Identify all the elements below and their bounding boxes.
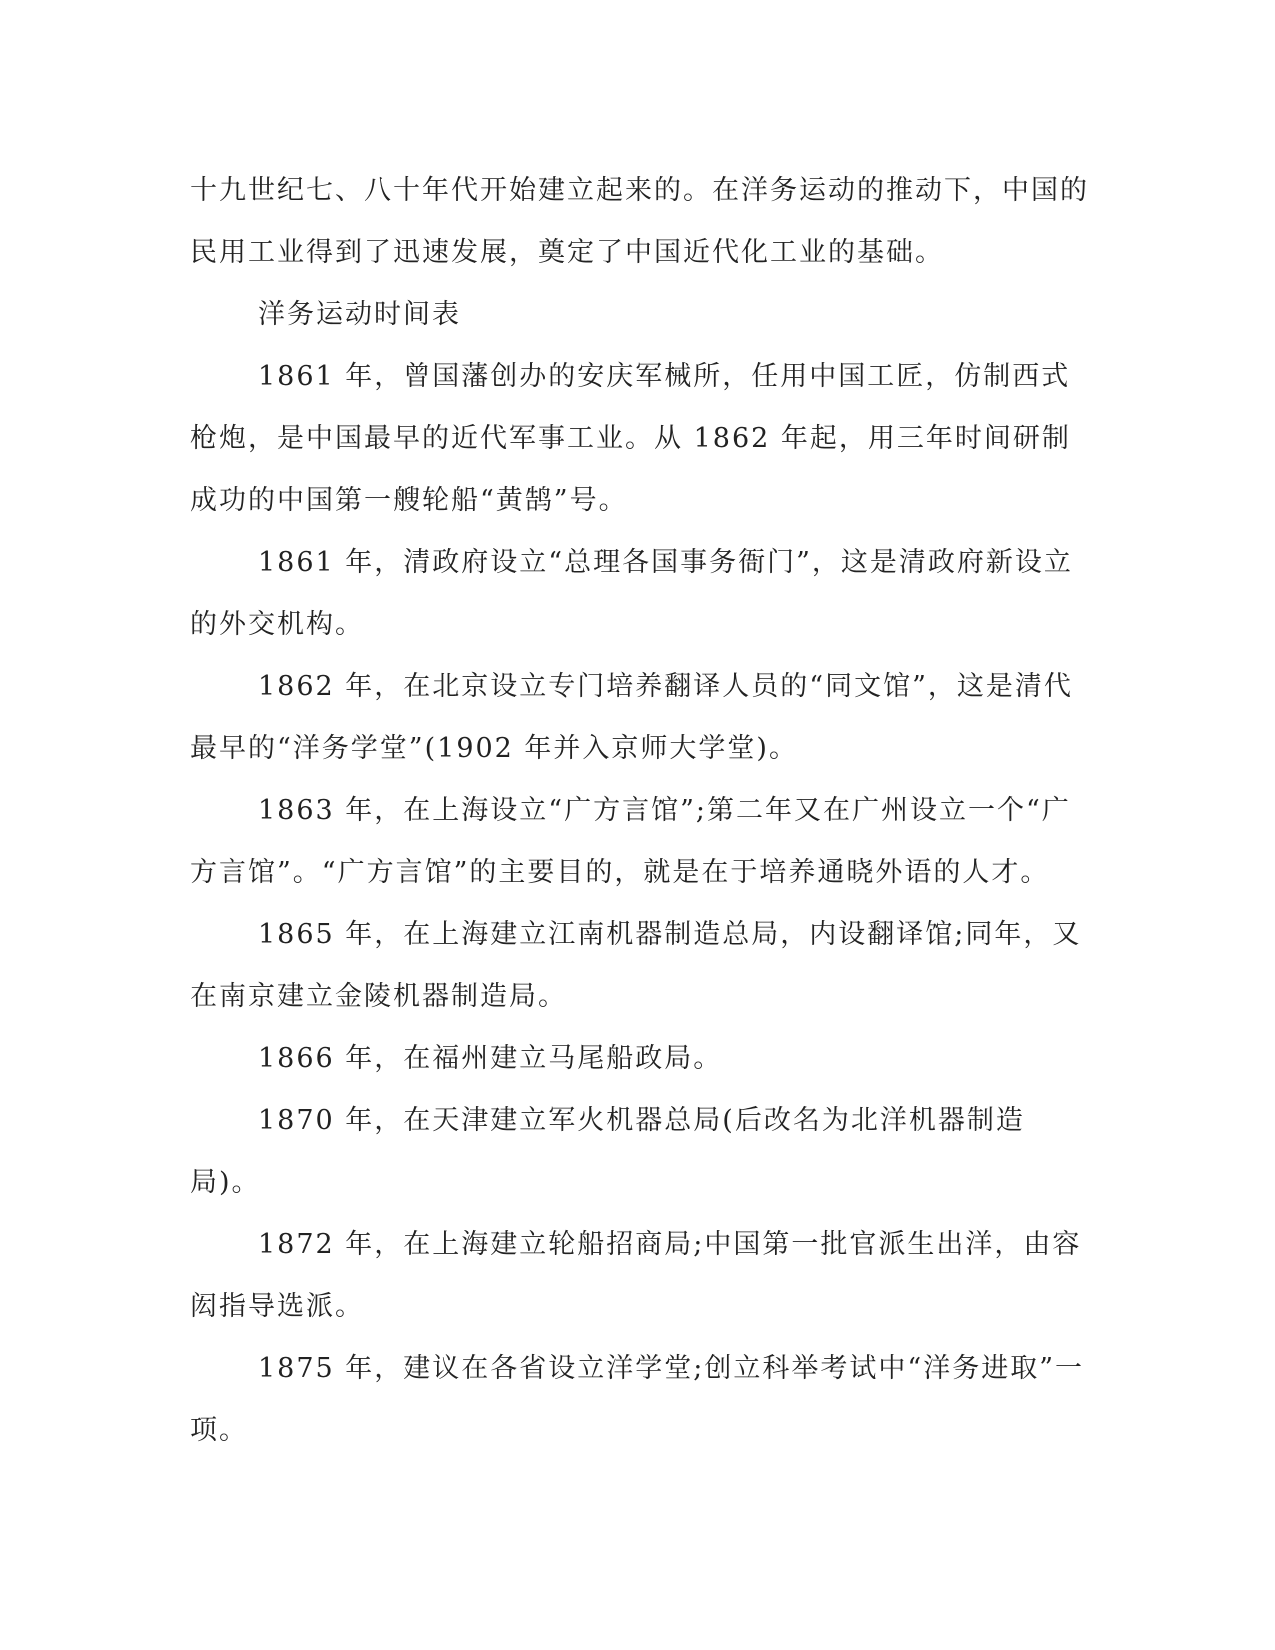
section-heading-timeline: 洋务运动时间表: [258, 299, 461, 330]
timeline-entry-1875-yangxuetang: 1875 年，建议在各省设立洋学堂;创立科举考试中“洋务进取”一项。: [190, 1353, 1084, 1446]
timeline-entry-1872-zhaoshang: 1872 年，在上海建立轮船招商局;中国第一批官派生出洋，由容闳指导选派。: [190, 1229, 1082, 1322]
timeline-entry-1861-zongli-yamen: 1861 年，清政府设立“总理各国事务衙门”，这是清政府新设立的外交机构。: [190, 547, 1073, 640]
timeline-entry-1865-jiangnan: 1865 年，在上海建立江南机器制造总局，内设翻译馆;同年，又在南京建立金陵机器制造局。: [190, 919, 1082, 1012]
timeline-entry-1862-tongwenguan: 1862 年，在北京设立专门培养翻译人员的“同文馆”，这是清代最早的“洋务学堂”(1902 年并入京师大学堂)。: [190, 671, 1073, 764]
timeline-entry-1866-mawei: 1866 年，在福州建立马尾船政局。: [258, 1043, 723, 1074]
timeline-entry-1863-guangfang: 1863 年，在上海设立“广方言馆”;第二年又在广州设立一个“广方言馆”。“广方言馆”的主要目的，就是在于培养通晓外语的人才。: [190, 795, 1071, 888]
timeline-entry-1861-anqing: 1861 年，曾国藩创办的安庆军械所，任用中国工匠，仿制西式枪炮，是中国最早的近代军事工业。从 1862 年起，用三年时间研制成功的中国第一艘轮船“黄鹄”号。: [190, 361, 1071, 516]
document-body: [190, 160, 1090, 1462]
paragraph-intro-continuation: 十九世纪七、八十年代开始建立起来的。在洋务运动的推动下，中国的民用工业得到了迅速发展，奠定了中国近代化工业的基础。: [190, 175, 1089, 268]
timeline-entry-1870-tianjin: 1870 年，在天津建立军火机器总局(后改名为北洋机器制造局)。: [190, 1105, 1025, 1198]
